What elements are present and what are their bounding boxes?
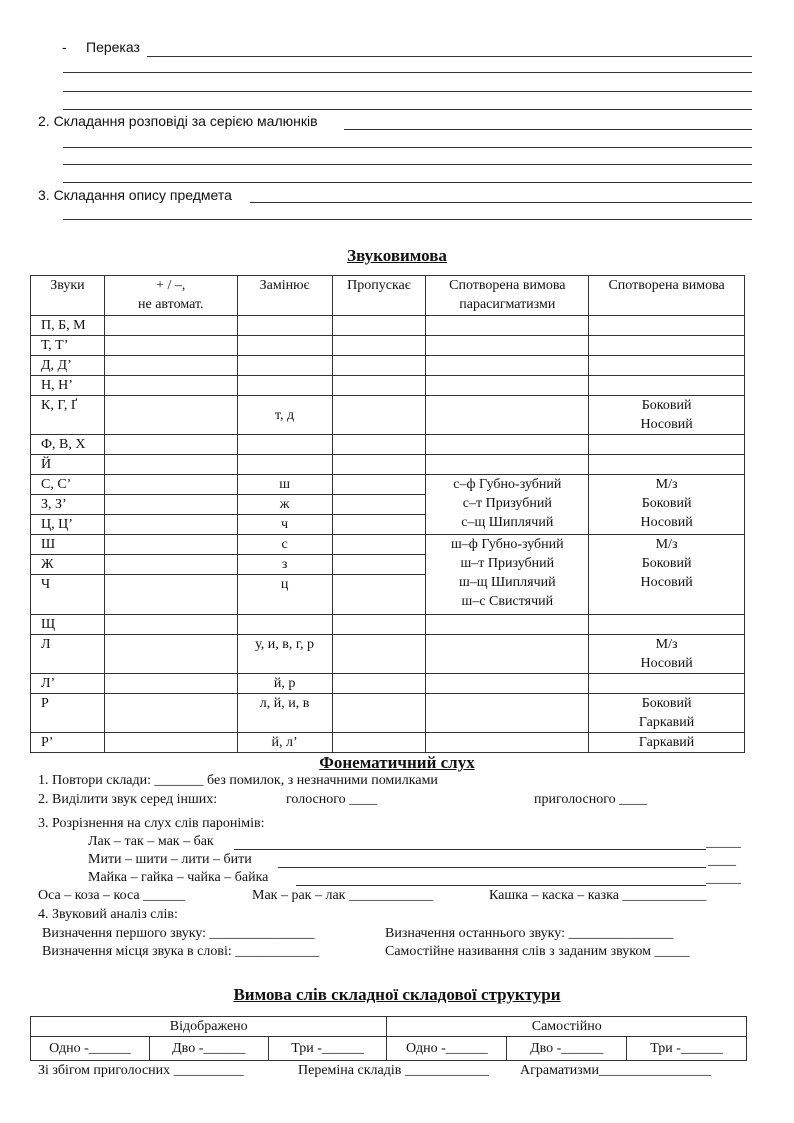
header-parasigmatism: Спотворена вимова парасигматизми — [426, 276, 589, 316]
answer-line[interactable] — [63, 72, 752, 73]
phon-title: Фонематичний слух — [319, 753, 475, 772]
sound-cell: Ж — [31, 555, 105, 575]
sound-cell: Л — [31, 635, 105, 674]
header-replaces: Замінює — [237, 276, 332, 316]
table-row — [31, 376, 745, 396]
paronym-3-tail: _____ — [706, 871, 741, 886]
table-row — [31, 356, 745, 376]
two-syllable-cell[interactable]: Дво -______ — [149, 1037, 268, 1061]
reflected-header: Відображено — [31, 1017, 387, 1037]
retelling-bullet: - — [62, 39, 67, 55]
three-syllable-cell[interactable]: Три -______ — [268, 1037, 387, 1061]
header-distorted: Спотворена вимова — [589, 276, 745, 316]
answer-line[interactable] — [63, 164, 752, 165]
table-row — [31, 674, 745, 694]
distorted-cell: Боковий Носовий — [589, 396, 745, 435]
header-automated: + / –, не автомат. — [104, 276, 237, 316]
syllable-swap-field: Переміна складів ____________ — [298, 1063, 489, 1078]
sound-cell: Р’ — [31, 733, 105, 753]
table-row — [31, 694, 745, 733]
sound-cell: К, Г, Ґ — [31, 396, 105, 435]
answer-line[interactable] — [147, 56, 752, 57]
paronym-3: Майка – гайка – чайка – байка — [88, 870, 269, 885]
answer-line[interactable] — [63, 109, 752, 110]
table-row — [31, 455, 745, 475]
table-row — [31, 316, 745, 336]
answer-line[interactable] — [63, 219, 752, 220]
replaces-cell: ш — [237, 475, 332, 495]
replaces-cell: з — [237, 555, 332, 575]
distorted-s-cell: М/з Боковий Носовий — [589, 475, 745, 535]
replaces-cell: т, д — [237, 396, 332, 435]
analysis-position: Визначення місця звука в слові: ____________ — [42, 944, 320, 959]
phon-line-4: 4. Звуковий аналіз слів: — [38, 907, 178, 922]
sound-cell: Р — [31, 694, 105, 733]
replaces-cell: ч — [237, 515, 332, 535]
complex-title: Вимова слів складної складової структури — [233, 985, 561, 1004]
header-row — [31, 276, 745, 316]
parasigmatism-s-cell: с–ф Губно-зубний с–т Призубний с–щ Шиплячий — [426, 475, 589, 535]
answer-line[interactable] — [63, 147, 752, 148]
sound-cell: Щ — [31, 615, 105, 635]
sound-cell: Ш — [31, 535, 105, 555]
answer-line[interactable] — [63, 91, 752, 92]
item3-label: 3. Складання опису предмета — [38, 187, 232, 203]
distorted-cell: Боковий Гаркавий — [589, 694, 745, 733]
consonant-cluster-field: Зі збігом приголосних __________ — [38, 1063, 244, 1078]
answer-line[interactable] — [344, 129, 752, 130]
table-row — [31, 336, 745, 356]
paronym-5: Мак – рак – лак ____________ — [252, 888, 433, 903]
sound-cell: Ф, В, Х — [31, 435, 105, 455]
header-omits: Пропускає — [332, 276, 426, 316]
answer-line[interactable] — [250, 202, 752, 203]
table-row — [31, 435, 745, 455]
answer-line[interactable] — [234, 849, 706, 850]
sound-cell: З, З’ — [31, 495, 105, 515]
distorted-cell: Гаркавий — [589, 733, 745, 753]
sound-table — [30, 275, 745, 753]
sound-cell: Л’ — [31, 674, 105, 694]
sound-cell: Ч — [31, 575, 105, 615]
answer-line[interactable] — [296, 885, 706, 886]
analysis-first: Визначення першого звуку: _______________ — [42, 926, 315, 941]
three-syllable-cell[interactable]: Три -______ — [627, 1037, 747, 1061]
replaces-cell: у, и, в, г, р — [237, 635, 332, 674]
one-syllable-cell[interactable]: Одно -______ — [31, 1037, 150, 1061]
phon-consonant: приголосного ____ — [534, 792, 648, 807]
paronym-4: Оса – коза – коса ______ — [38, 888, 186, 903]
sound-cell: Д, Д’ — [31, 356, 105, 376]
table-row — [31, 733, 745, 753]
sound-cell: Й — [31, 455, 105, 475]
distorted-cell: М/з Носовий — [589, 635, 745, 674]
analysis-last: Визначення останнього звуку: _______________ — [385, 926, 674, 941]
answer-line[interactable] — [278, 867, 706, 868]
replaces-cell: л, й, и, в — [237, 694, 332, 733]
retelling-label: Переказ — [86, 39, 140, 55]
replaces-cell: й, р — [237, 674, 332, 694]
complex-row — [31, 1037, 747, 1061]
sound-title: Звуковимова — [347, 246, 447, 265]
item2-label: 2. Складання розповіді за серією малюнків — [38, 113, 318, 129]
header-sounds: Звуки — [31, 276, 105, 316]
paronym-2: Мити – шити – лити – бити — [88, 852, 252, 867]
paronym-1-tail: _____ — [706, 835, 741, 850]
paronym-2-tail: ____ — [708, 853, 736, 868]
replaces-cell: ж — [237, 495, 332, 515]
phon-line-2: 2. Виділити звук серед інших: — [38, 792, 218, 807]
paronym-1: Лак – так – мак – бак — [88, 834, 214, 849]
sound-cell: П, Б, М — [31, 316, 105, 336]
paronym-6: Кашка – каска – казка ____________ — [489, 888, 707, 903]
phon-vowel: голосного ____ — [286, 792, 378, 807]
table-row — [31, 635, 745, 674]
table-row — [31, 535, 745, 555]
analysis-naming: Самостійне називання слів з заданим звуком _____ — [385, 944, 690, 959]
sound-cell: Н, Н’ — [31, 376, 105, 396]
replaces-cell: с — [237, 535, 332, 555]
independent-header: Самостійно — [387, 1017, 747, 1037]
table-row — [31, 475, 745, 495]
table-row — [31, 615, 745, 635]
answer-line[interactable] — [63, 182, 752, 183]
complex-table — [30, 1016, 747, 1061]
replaces-cell: ц — [237, 575, 332, 615]
distorted-sh-cell: М/з Боковий Носовий — [589, 535, 745, 615]
agrammatism-field: Аграматизми________________ — [520, 1063, 711, 1078]
complex-header-row — [31, 1017, 747, 1037]
one-syllable-cell[interactable]: Одно -______ — [387, 1037, 507, 1061]
phon-line-1: 1. Повтори склади: _______ без помилок, з незначними помилками — [38, 773, 438, 788]
parasigmatism-sh-cell: ш–ф Губно-зубний ш–т Призубний ш–щ Шиплячий ш–с Свистячий — [426, 535, 589, 615]
sound-cell: Т, Т’ — [31, 336, 105, 356]
phon-line-3: 3. Розрізнення на слух слів паронімів: — [38, 816, 265, 831]
two-syllable-cell[interactable]: Дво -______ — [507, 1037, 627, 1061]
sound-cell: Ц, Ц’ — [31, 515, 105, 535]
sound-cell: С, С’ — [31, 475, 105, 495]
table-row — [31, 396, 745, 435]
replaces-cell: й, л’ — [237, 733, 332, 753]
